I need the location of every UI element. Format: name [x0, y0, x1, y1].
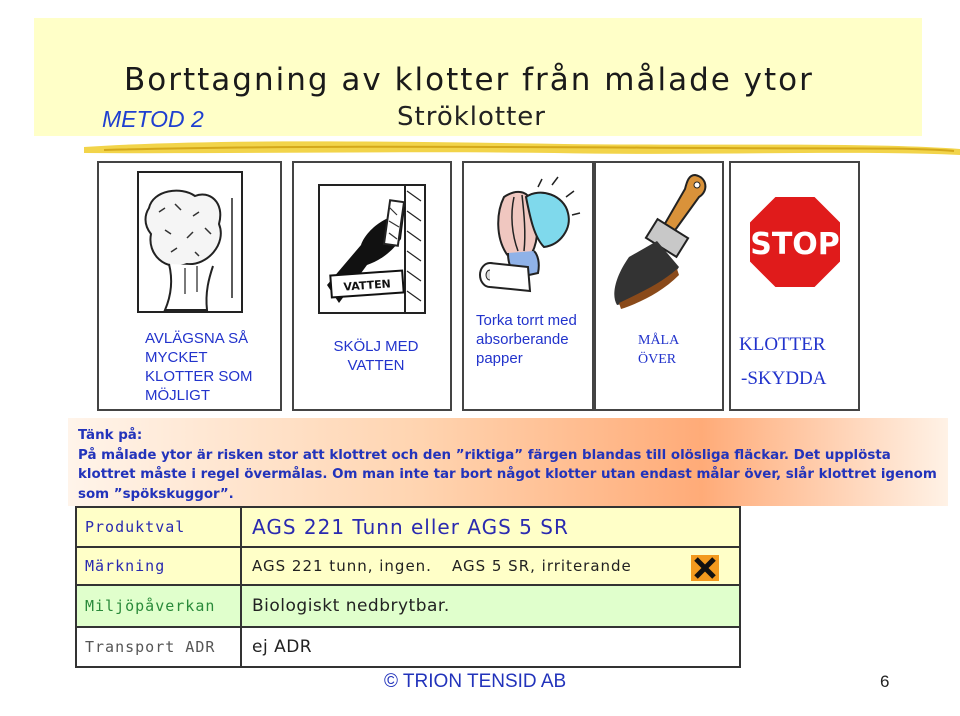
- row-value: Biologiskt nedbrytbar.: [241, 585, 740, 627]
- table-row: [76, 627, 740, 667]
- paper-roll-icon: [464, 167, 592, 317]
- step-caption: AVLÄGSNA SÅ MYCKET KLOTTER SOM MÖJLIGT: [145, 330, 253, 404]
- step-panel-remove: [97, 161, 282, 411]
- paintbrush-icon: [596, 167, 722, 317]
- method-label: METOD 2: [102, 106, 204, 132]
- product-info-table: [75, 506, 741, 668]
- page-title: Borttagning av klotter från målade ytor: [124, 62, 814, 98]
- row-label: Miljöpåverkan: [76, 585, 241, 627]
- irritant-hazard-icon: [691, 555, 719, 581]
- rinse-water-icon: [294, 167, 450, 317]
- step-caption-line1: KLOTTER: [739, 334, 826, 355]
- step-caption: SKÖLJ MED VATTEN: [333, 338, 419, 374]
- table-row: [76, 585, 740, 627]
- page-subtitle: Ströklotter: [397, 102, 546, 132]
- row-value: AGS 221 Tunn eller AGS 5 SR: [241, 507, 740, 547]
- stop-sign-icon: [731, 167, 858, 317]
- step-panel-protect: [729, 161, 860, 411]
- page-number: 6: [880, 672, 890, 691]
- vatten-sign-text: VATTEN: [343, 277, 392, 294]
- step-panel-rinse: [292, 161, 452, 411]
- table-row: [76, 547, 740, 585]
- notice-body: På målade ytor är risken stor att klottret och den ”riktiga” färgen blandas till olösliga fläckar. Det upplösta klottret måste i regel övermålas. Om man inte tar bort något klotter utan endast målar över, slår klottret igenom som ”spökskuggor”.: [78, 447, 937, 502]
- marking-value-b: AGS 5 SR, irriterande: [451, 557, 632, 575]
- step-caption: MÅLA ÖVER: [638, 333, 679, 367]
- footer-copyright: © TRION TENSID AB: [384, 671, 567, 692]
- decorative-brush-stroke: [84, 137, 960, 159]
- table-row: [76, 507, 740, 547]
- row-label: Märkning: [76, 547, 241, 585]
- step-panel-dry: [462, 161, 594, 411]
- step-caption: Torka torrt med absorberande papper: [476, 312, 577, 367]
- notice-text: [78, 426, 938, 504]
- step-caption-line2: -SKYDDA: [741, 368, 827, 389]
- row-value: ej ADR: [241, 627, 740, 667]
- notice-heading: Tänk på:: [78, 428, 143, 443]
- stop-sign-text: STOP: [749, 227, 840, 262]
- row-label: Transport ADR: [76, 627, 241, 667]
- hand-wiping-icon: [99, 167, 280, 317]
- step-panel-paint: [594, 161, 724, 411]
- row-label: Produktval: [76, 507, 241, 547]
- marking-value-a: AGS 221 tunn, ingen.: [252, 557, 432, 575]
- row-value: [241, 547, 740, 585]
